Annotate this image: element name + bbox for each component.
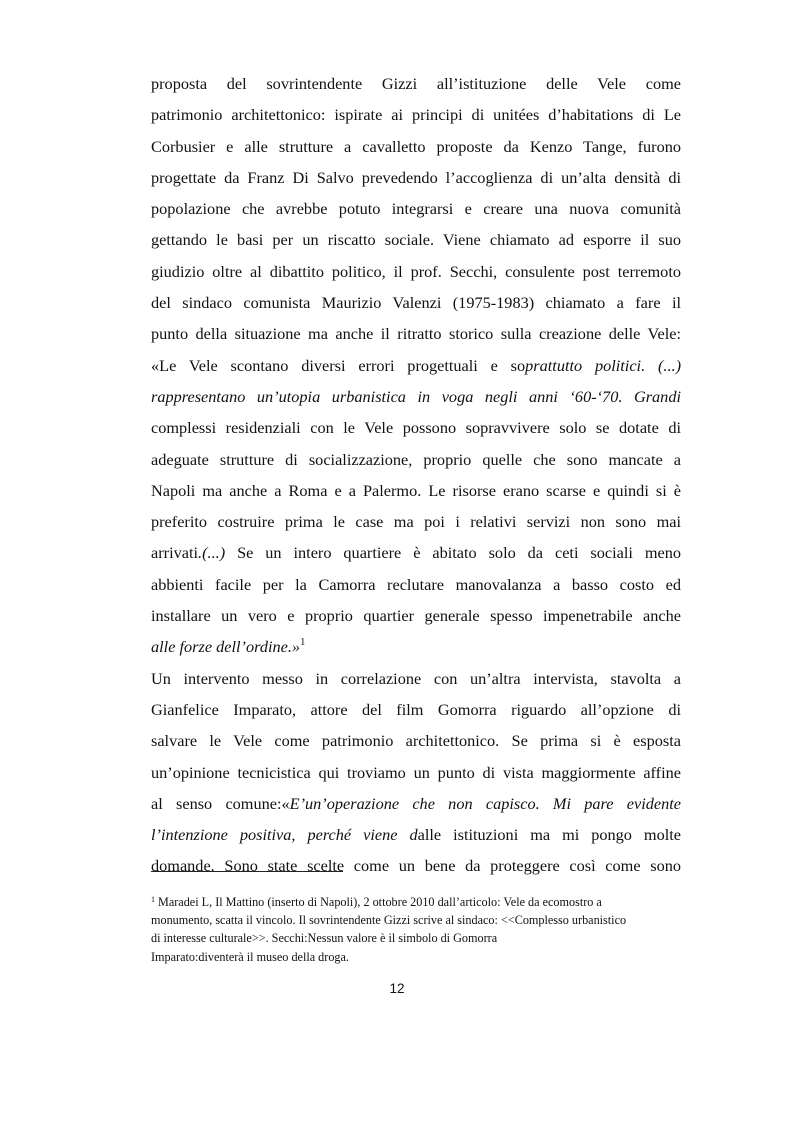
text-segment: alle istituzioni ma mi pongo molte	[417, 825, 681, 845]
text-line	[151, 287, 681, 318]
text-line	[151, 444, 681, 475]
text-segment: Gianfelice Imparato, attore del film Gomorra riguardo all’opzione di	[151, 699, 681, 719]
body-text	[151, 68, 681, 882]
footnote	[151, 893, 696, 966]
text-segment: abbienti facile per la Camorra reclutare manovalanza a basso costo ed	[151, 574, 681, 594]
text-line	[151, 569, 681, 600]
text-line	[151, 537, 681, 568]
text-segment: giudizio oltre al dibattito politico, il prof. Secchi, consulente post terremoto	[151, 261, 681, 281]
footnote-reference: 1	[300, 637, 306, 649]
text-segment: installare un vero e proprio quartier generale spesso impenetrabile anche	[151, 606, 681, 626]
text-line	[151, 725, 681, 756]
italic-text: alle forze dell’ordine.»	[151, 637, 301, 657]
text-segment: Corbusier e alle strutture a cavalletto proposte da Kenzo Tange, furono	[151, 136, 681, 156]
text-segment: del sindaco comunista Maurizio Valenzi (1975-1983) chiamato a fare il	[151, 293, 681, 313]
text-line	[151, 600, 681, 631]
text-segment: Se un intero quartiere è abitato solo da ceti sociali meno	[225, 543, 681, 563]
italic-text: E’un’operazione che non capisco. Mi pare evidente	[289, 793, 681, 813]
footnote-line	[151, 893, 696, 911]
footnote-text: di interesse culturale>>. Secchi:Nessun valore è il simbolo di Gomorra	[151, 931, 498, 946]
footnote-marker: 1	[151, 895, 155, 904]
text-segment: progettate da Franz Di Salvo prevedendo l’accoglienza di un’alta densità di	[151, 167, 681, 187]
text-segment: «Le Vele scontano diversi errori progettuali e so	[151, 355, 526, 375]
page-number: 12	[389, 981, 405, 996]
text-line	[151, 819, 681, 850]
footnote-line	[151, 929, 696, 947]
text-segment: complessi residenziali con le Vele possono sopravvivere solo se dotate di	[151, 418, 681, 438]
footnote-text: Imparato:diventerà il museo della droga.	[151, 949, 349, 964]
text-segment: gettando le basi per un riscatto sociale. Viene chiamato ad esporre il suo	[151, 230, 681, 250]
italic-text: .(...)	[198, 543, 226, 563]
text-line	[151, 162, 681, 193]
text-line	[151, 694, 681, 725]
text-segment: Un intervento messo in correlazione con un’altra intervista, stavolta a	[151, 668, 681, 688]
italic-text: prattutto politici. (...)	[525, 355, 681, 375]
text-line	[151, 350, 681, 381]
text-segment: punto della situazione ma anche il ritratto storico sulla creazione delle Vele:	[151, 324, 681, 344]
text-line	[151, 193, 681, 224]
text-line	[151, 663, 681, 694]
text-line	[151, 412, 681, 443]
text-line	[151, 475, 681, 506]
text-line	[151, 631, 681, 662]
text-segment: arrivati	[151, 543, 199, 563]
text-line	[151, 788, 681, 819]
text-segment: patrimonio architettonico: ispirate ai principi di unitées d’habitations di Le	[151, 105, 681, 125]
text-line	[151, 506, 681, 537]
text-line	[151, 256, 681, 287]
text-line	[151, 68, 681, 99]
footnote-text: monumento, scatta il vincolo. Il sovrintendente Gizzi scrive al sindaco: <<Complesso urbanistico	[151, 913, 627, 928]
footnote-line	[151, 948, 696, 966]
text-segment: un’opinione tecnicistica qui troviamo un punto di vista maggiormente affine	[151, 762, 681, 782]
text-segment: adeguate strutture di socializzazione, proprio quelle che sono mancate a	[151, 449, 681, 469]
footnote-line	[151, 911, 696, 929]
text-line	[151, 224, 681, 255]
footnote-separator	[151, 871, 343, 872]
text-line	[151, 131, 681, 162]
footnote-text: Maradei L, Il Mattino (inserto di Napoli), 2 ottobre 2010 dall’articolo: Vele da ecomostro a	[158, 895, 602, 909]
text-segment: al senso comune:«	[151, 793, 290, 813]
italic-text: rappresentano un’utopia urbanistica in voga negli anni ‘60-‘70. Grandi	[151, 386, 681, 406]
text-line	[151, 99, 681, 130]
text-line	[151, 850, 681, 881]
text-segment: salvare le Vele come patrimonio architettonico. Se prima si è esposta	[151, 731, 681, 751]
text-segment: Napoli ma anche a Roma e a Palermo. Le risorse erano scarse e quindi si è	[151, 480, 681, 500]
text-line	[151, 757, 681, 788]
text-line	[151, 381, 681, 412]
text-segment: preferito costruire prima le case ma poi i relativi servizi non sono mai	[151, 512, 681, 532]
text-segment: proposta del sovrintendente Gizzi all’istituzione delle Vele come	[151, 74, 681, 93]
text-segment: domande. Sono state scelte come un bene da proteggere così come sono	[151, 856, 681, 876]
italic-text: l’intenzione positiva, perché viene d	[151, 825, 418, 845]
text-line	[151, 318, 681, 349]
text-segment: popolazione che avrebbe potuto integrarsi e creare una nuova comunità	[151, 199, 681, 219]
